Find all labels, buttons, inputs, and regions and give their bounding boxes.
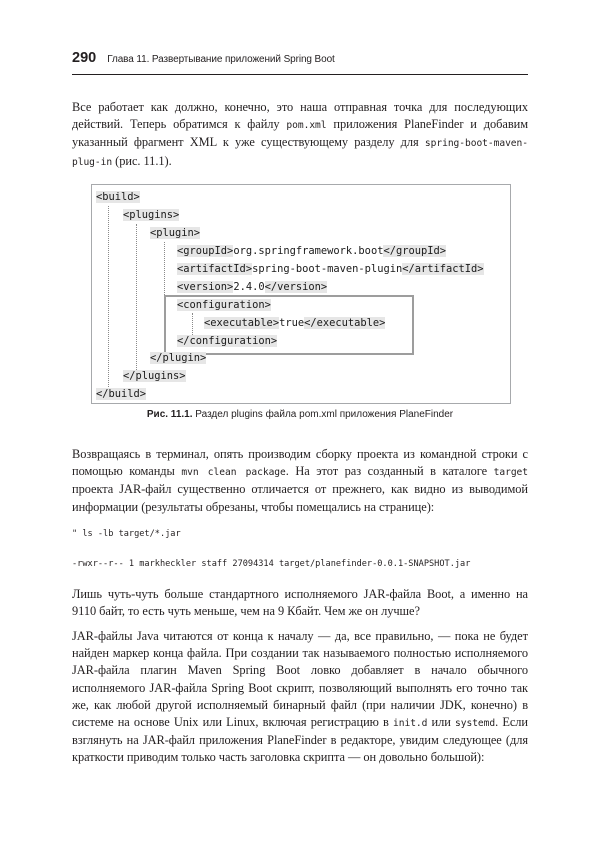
jar-paragraph: JAR-файлы Java читаются от конца к началу — да, все правильно, — пока не будет найден маркер конца файла. При создании так называемого полностью исполняемого JAR-файла плагин Maven Spring Boot ловко добавляет в начало обычного исполняемого JAR-файла Spring Boot скрипт, позволяющий выполнять его точно так же, как любой другой исполняемый бинарный файл (при наличии JDK, конечно) в системе на основе Unix или Linux, включая регистрацию в init.d или systemd. Если взглянуть на JAR-файл приложения PlaneFinder в редакторе, увидим следующее (для краткости приводим только часть заголовка скрипта — он довольно большой):: [72, 629, 529, 765]
terminal-output: -rwxr--r-- 1 markheckler staff 27094314 target/planefinder-0.0.1-SNAPSHOT.jar: [72, 559, 471, 569]
xml-line-configuration-close: </configuration>: [177, 335, 278, 347]
inline-code-target: target: [493, 467, 529, 479]
xml-figure: [91, 184, 511, 404]
indent-guide: [108, 206, 109, 387]
running-header: [72, 50, 335, 66]
xml-line-plugins-open: <plugins>: [123, 209, 180, 221]
xml-line-artifact-id: <artifactId>spring-boot-maven-plugin</artifactId>: [177, 263, 484, 275]
xml-line-version: <version>2.4.0</version>: [177, 281, 328, 293]
xml-line-executable: <executable>true</executable>: [204, 317, 386, 329]
inline-code-init-d: init.d: [393, 718, 428, 730]
xml-line-plugin-open: <plugin>: [150, 227, 201, 239]
intro-paragraph: Все работает как должно, конечно, это наша отправная точка для последующих действий. Теперь обратимся к файлу pom.xml приложения PlaneFinder и добавим указанный фрагмент XML к уже существующему разделу для spring-boot-maven-plug-in (рис. 11.1).: [72, 100, 528, 168]
xml-line-configuration-open: <configuration>: [177, 299, 271, 311]
terminal-paragraph: Возвращаясь в терминал, опять производим сборку проекта из командной строки с помощью команды mvn clean package. На этот раз созданный в каталоге target проекта JAR-файл существенно отличается от прежнего, как видно из выводимой информации (результаты обрезаны, чтобы помещались на странице):: [72, 447, 529, 514]
indent-guide: [136, 224, 137, 372]
inline-code-pom-xml: pom.xml: [286, 120, 327, 132]
inline-code-systemd: systemd: [455, 718, 496, 730]
header-rule: [72, 74, 528, 75]
terminal-command: " ls -lb target/*.jar: [72, 529, 181, 539]
size-paragraph: Лишь чуть-чуть больше стандартного исполняемого JAR-файла Boot, а именно на 9110 байт, то есть чуть меньше, чем на 9 Кбайт. Чем же он лучше?: [72, 587, 528, 619]
figure-caption: Рис. 11.1. Раздел plugins файла pom.xml приложения PlaneFinder: [146, 409, 454, 420]
inline-code-mvn: mvn clean package: [181, 467, 286, 479]
xml-line-plugin-close: </plugin>: [150, 352, 207, 364]
chapter-title: Глава 11. Развертывание приложений Spring Boot: [107, 54, 335, 65]
xml-line-plugins-close: </plugins>: [123, 370, 186, 382]
page-number: 290: [72, 50, 97, 66]
inline-code-plugin-name: spring-boot-maven-plug-in: [72, 138, 528, 168]
caption-label: Рис. 11.1.: [146, 409, 193, 420]
xml-line-build-close: </build>: [96, 388, 147, 400]
xml-line-group-id: <groupId>org.springframework.boot</groupId>: [177, 245, 447, 257]
xml-line-build-open: <build>: [96, 191, 140, 203]
